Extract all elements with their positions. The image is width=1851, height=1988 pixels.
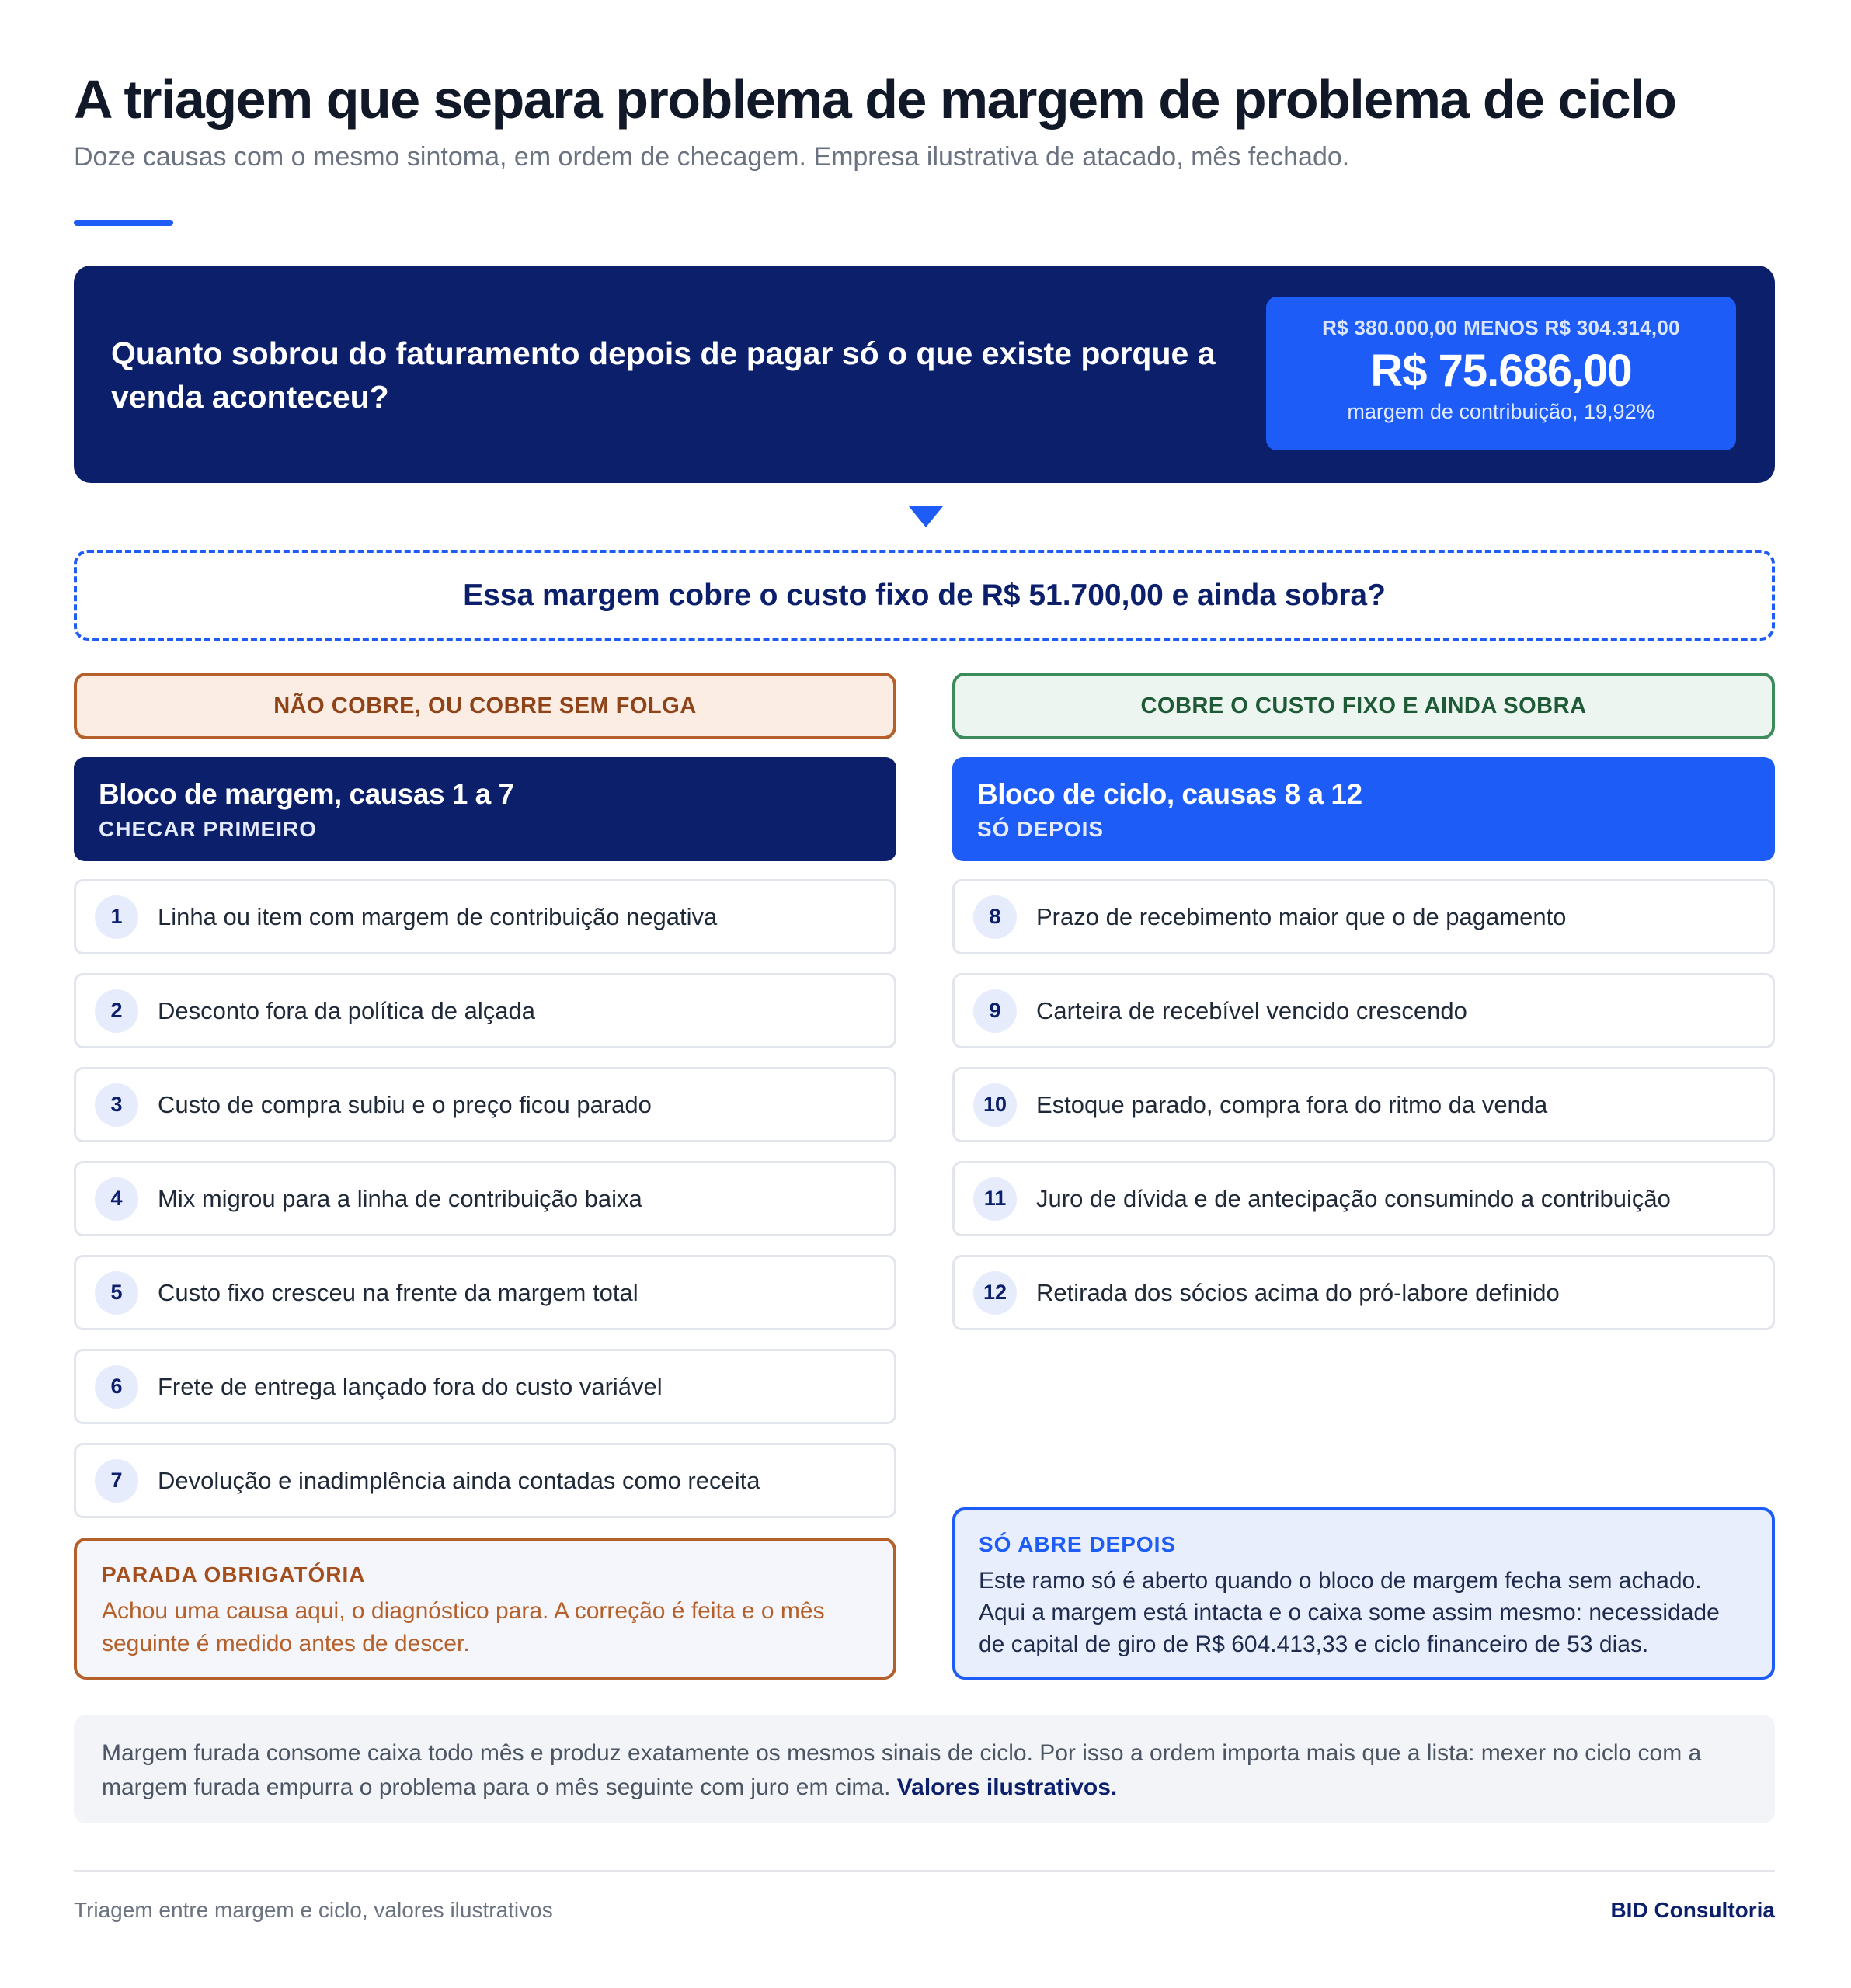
margin-block-title: Bloco de margem, causas 1 a 7 (99, 778, 514, 810)
cause-text: Linha ou item com margem de contribuição negativa (158, 902, 718, 930)
mandatory-stop-callout (74, 1538, 896, 1680)
cycle-cause-list (952, 879, 1775, 1330)
margin-cause-list (74, 879, 896, 1518)
cause-text: Estoque parado, compra fora do ritmo da venda (1036, 1090, 1548, 1118)
cause-number: 2 (95, 989, 138, 1033)
accent-divider (74, 220, 173, 226)
question-panel (74, 266, 1775, 483)
cause-item (74, 1067, 896, 1142)
cause-item (74, 973, 896, 1048)
cause-text: Retirada dos sócios acima do pró-labore definido (1036, 1278, 1560, 1306)
footnote-box (74, 1715, 1775, 1823)
cause-number: 10 (973, 1083, 1017, 1127)
cause-item (952, 1067, 1775, 1142)
footer-divider (74, 1870, 1775, 1872)
cause-number: 1 (95, 895, 138, 939)
arrow-down-icon (909, 506, 943, 527)
cause-item (952, 973, 1775, 1048)
decision-question: Essa margem cobre o custo fixo de R$ 51.700,00 e ainda sobra? (74, 550, 1775, 641)
cause-number: 5 (95, 1271, 138, 1315)
cause-item (952, 879, 1775, 954)
cause-text: Carteira de recebível vencido crescendo (1036, 996, 1467, 1024)
margin-block-subtitle: CHECAR PRIMEIRO (99, 817, 318, 841)
cycle-block-header (952, 757, 1775, 861)
cause-text: Custo de compra subiu e o preço ficou parado (158, 1090, 652, 1118)
cycle-block-subtitle: SÓ DEPOIS (977, 817, 1105, 841)
cause-number: 8 (973, 895, 1017, 939)
margin-caption: margem de contribuição, 19,92% (1347, 400, 1655, 423)
question-text: Quanto sobrou do faturamento depois de pagar só o que existe porque a venda aconteceu? (111, 335, 1216, 415)
cause-number: 11 (973, 1177, 1017, 1221)
cause-item (74, 1349, 896, 1424)
cause-text: Devolução e inadimplência ainda contadas como receita (158, 1466, 760, 1494)
contribution-margin-card (1266, 297, 1736, 450)
callout-title: PARADA OBRIGATÓRIA (102, 1562, 366, 1587)
infographic-page (74, 0, 1775, 1988)
cause-number: 12 (973, 1271, 1017, 1315)
footnote-emphasis: Valores ilustrativos. (896, 1774, 1118, 1800)
cause-number: 9 (973, 989, 1017, 1033)
cause-item (952, 1161, 1775, 1236)
cause-text: Mix migrou para a linha de contribuição baixa (158, 1184, 642, 1212)
callout-title: SÓ ABRE DEPOIS (979, 1532, 1177, 1556)
branch-label-yes: COBRE O CUSTO FIXO E AINDA SOBRA (952, 673, 1775, 739)
cycle-column (952, 673, 1775, 1349)
cause-item (74, 1255, 896, 1330)
cause-item (74, 1443, 896, 1518)
cause-text: Desconto fora da política de alçada (158, 996, 535, 1024)
cause-number: 7 (95, 1459, 138, 1503)
margin-formula: R$ 380.000,00 MENOS R$ 304.314,00 (1322, 316, 1680, 339)
footer-caption: Triagem entre margem e ciclo, valores ilustrativos (74, 1898, 553, 1922)
cause-number: 4 (95, 1177, 138, 1221)
cause-text: Prazo de recebimento maior que o de pagamento (1036, 902, 1567, 930)
page-subtitle: Doze causas com o mesmo sintoma, em ordem de checagem. Empresa ilustrativa de atacado, mês fechado. (74, 142, 1350, 172)
cause-number: 6 (95, 1365, 138, 1409)
cause-text: Custo fixo cresceu na frente da margem total (158, 1278, 638, 1306)
opens-after-callout (952, 1507, 1775, 1680)
cause-item (74, 879, 896, 954)
margin-value: R$ 75.686,00 (1370, 346, 1632, 396)
cause-text: Frete de entrega lançado fora do custo variável (158, 1372, 663, 1400)
cause-text: Juro de dívida e de antecipação consumindo a contribuição (1036, 1184, 1671, 1212)
cause-item (74, 1161, 896, 1236)
cycle-block-title: Bloco de ciclo, causas 8 a 12 (977, 778, 1362, 810)
callout-body: Achou uma causa aqui, o diagnóstico para. A correção é feita e o mês seguinte é medido antes de descer. (102, 1598, 825, 1656)
branch-label-no: NÃO COBRE, OU COBRE SEM FOLGA (74, 673, 896, 739)
page-title: A triagem que separa problema de margem de problema de ciclo (74, 69, 1676, 130)
callout-body: Este ramo só é aberto quando o bloco de margem fecha sem achado. Aqui a margem está intacta e o caixa some assim mesmo: necessidade de capital de giro de R$ 604.413,33 e ciclo financeiro de 53 dias. (979, 1568, 1720, 1657)
cause-item (952, 1255, 1775, 1330)
footnote-text: Margem furada consome caixa todo mês e produz exatamente os mesmos sinais de ciclo. Por isso a ordem importa mais que a lista: mexer no ciclo com a margem furada empurra o problema para o mês seguinte com juro em cima. (102, 1740, 1702, 1800)
footer-brand: BID Consultoria (1610, 1898, 1775, 1922)
margin-block-header (74, 757, 896, 861)
margin-column (74, 673, 896, 1537)
cause-number: 3 (95, 1083, 138, 1127)
